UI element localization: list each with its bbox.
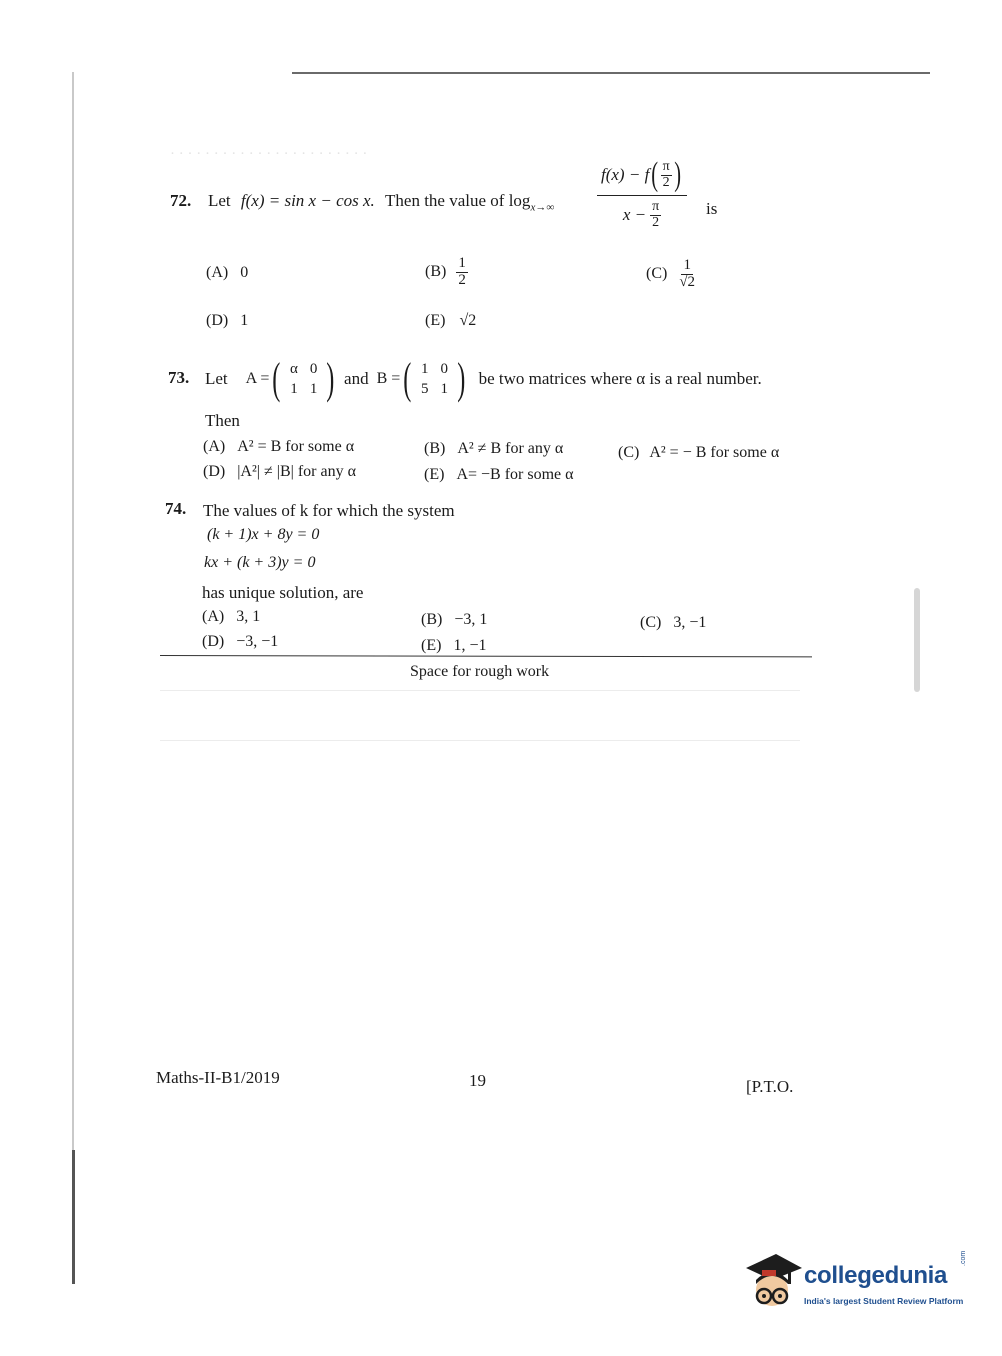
stem-lead: Let: [205, 369, 228, 388]
matrix-cell: 0: [309, 360, 318, 377]
brand-tagline: India's largest Student Review Platform: [804, 1296, 964, 1306]
option-label: (E): [424, 466, 445, 483]
option-value: 3, −1: [673, 614, 707, 631]
matrix-b-name: B =: [376, 370, 401, 387]
option-label: (C): [640, 614, 662, 631]
option-value: √2: [459, 312, 477, 329]
limit-subscript: x→∞: [530, 201, 555, 214]
scan-shadow: [914, 588, 920, 692]
matrix-a: ( α 0 1 1 ): [272, 354, 335, 403]
option-value: A= −B for some α: [456, 466, 574, 483]
option-numerator: 1: [683, 257, 691, 273]
option-value: A² = − B for some α: [649, 444, 780, 461]
bleed-text: [160, 690, 800, 691]
matrix-b: ( 1 0 5 1 ): [403, 354, 466, 403]
question-number: 74.: [165, 499, 187, 518]
option-b: [424, 440, 563, 458]
bleed-text: · · · · · · · · · · · · · · · · · · · · · · ·: [170, 146, 368, 162]
option-a: [203, 438, 354, 456]
pi-symbol: π: [652, 199, 660, 214]
option-d: [203, 463, 356, 481]
option-label: (D): [203, 463, 226, 480]
option-b: [425, 256, 468, 289]
question-72-stem: [208, 191, 554, 213]
option-c: [646, 258, 697, 291]
option-label: (E): [421, 637, 442, 654]
brand-domain: .com: [960, 1250, 967, 1266]
function-def: f(x) = sin x − cos x.: [240, 191, 375, 210]
stem-and: and: [344, 369, 369, 388]
paper-code: Maths-II-B1/2019: [156, 1068, 280, 1087]
denominator-text: x −: [622, 205, 647, 225]
question-74-stem-2: has unique solution, are: [202, 583, 364, 602]
stem-lead: Let: [208, 191, 231, 210]
matrix-cell: 0: [440, 360, 448, 377]
option-a: [206, 264, 248, 282]
brand-name: collegedunia: [804, 1262, 948, 1289]
option-value: 1: [240, 312, 249, 329]
scan-edge: [72, 1150, 75, 1284]
option-label: (C): [618, 444, 640, 461]
option-label: (B): [425, 263, 447, 281]
option-b: [421, 611, 487, 629]
option-c: [618, 444, 779, 462]
question-number: 73.: [168, 368, 190, 387]
option-d: [202, 633, 278, 651]
option-value: 1, −1: [453, 637, 487, 654]
option-value: A² = B for some α: [237, 438, 355, 455]
option-value: 0: [240, 264, 249, 281]
rough-work-label: Space for rough work: [410, 663, 550, 680]
matrix-cell: 1: [309, 381, 318, 397]
fraction-numerator: f(x) − f ( $\frac{\pi}{2}$ ): [597, 158, 687, 196]
option-value: −3, 1: [454, 611, 488, 628]
pto-label: [P.T.O.: [746, 1077, 794, 1096]
two-digit: 2: [652, 214, 660, 230]
option-value: |A²| ≠ |B| for any α: [237, 463, 356, 480]
option-c: [640, 614, 706, 632]
top-rule: [292, 72, 930, 74]
equation-1: (k + 1)x + 8y = 0: [207, 526, 320, 543]
matrix-cell: 1: [290, 381, 298, 397]
matrix-a-name: A =: [245, 370, 270, 387]
left-margin-line: [72, 72, 74, 1284]
option-label: (A): [203, 438, 226, 455]
rough-work-divider: [160, 655, 812, 657]
option-label: (A): [206, 264, 229, 281]
option-label: (B): [424, 440, 446, 457]
option-label: (E): [425, 312, 446, 329]
collegedunia-logo: [742, 1250, 982, 1320]
option-value: A² ≠ B for any α: [457, 440, 564, 457]
stem-tail: be two matrices where α is a real number.: [478, 369, 762, 388]
option-e: [424, 466, 574, 484]
option-label: (C): [646, 265, 668, 283]
matrix-cell: α: [290, 360, 298, 377]
question-74-stem: The values of k for which the system: [203, 501, 455, 520]
pi-symbol: π: [662, 158, 670, 174]
option-label: (B): [421, 611, 443, 628]
question-number: 72.: [170, 191, 192, 210]
numerator-text: f(x) − f: [601, 165, 650, 184]
option-label: (D): [202, 633, 225, 650]
limit-fraction: [597, 158, 687, 230]
option-a: [202, 608, 260, 626]
equation-2: kx + (k + 3)y = 0: [204, 554, 316, 571]
option-d: [206, 312, 248, 330]
bleed-text: [160, 740, 800, 741]
option-label: (D): [206, 312, 229, 329]
stem-mid: Then the value of log: [385, 191, 531, 210]
option-label: (A): [202, 608, 225, 625]
option-denominator: √2: [679, 273, 696, 290]
stem-tail: is: [706, 199, 718, 218]
mascot-icon: [742, 1250, 804, 1316]
option-denominator: 2: [458, 271, 466, 288]
option-e: [421, 637, 486, 655]
two-digit: 2: [662, 174, 670, 190]
option-numerator: 1: [458, 255, 466, 271]
option-value: −3, −1: [236, 633, 279, 650]
option-value: 3, 1: [236, 608, 261, 625]
matrix-cell: 5: [420, 381, 429, 397]
matrix-cell: 1: [420, 360, 429, 377]
then-label: Then: [205, 411, 240, 430]
fraction-denominator: [623, 200, 661, 230]
matrix-cell: 1: [440, 381, 448, 397]
question-73-stem: [205, 352, 762, 406]
option-e: [425, 312, 476, 330]
page-number: 19: [469, 1071, 486, 1090]
